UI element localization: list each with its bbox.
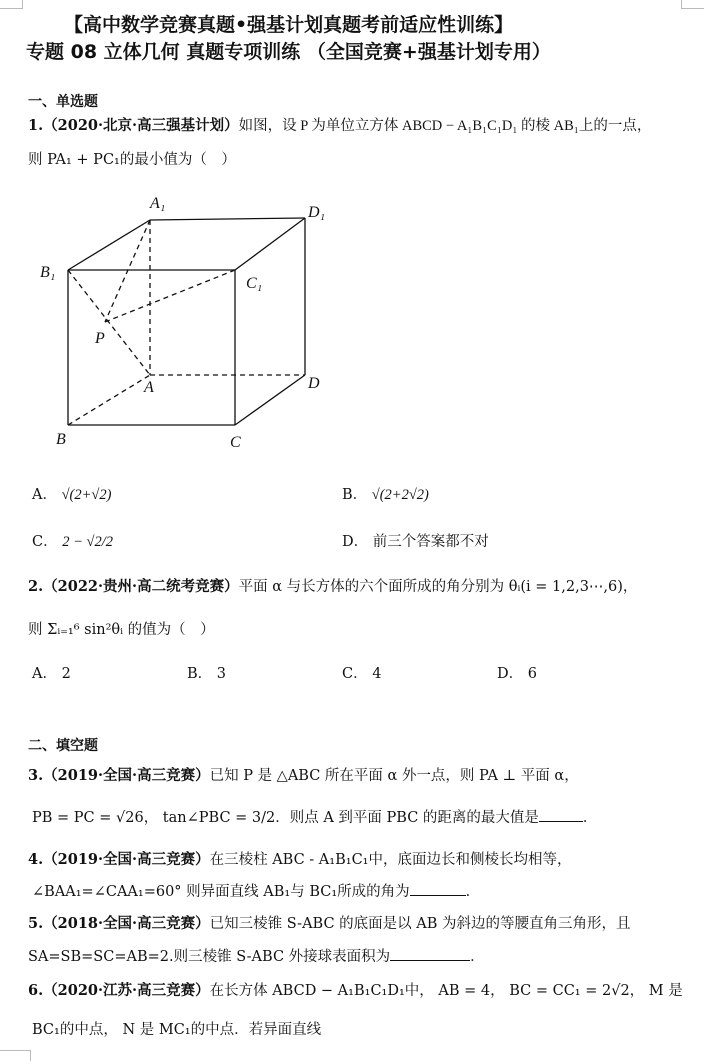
edge-BA: [68, 375, 150, 425]
question-text: ∠BAA₁=∠CAA₁=60° 则异面直线 AB₁与 BC₁所成的角为: [32, 884, 410, 900]
question-text: 在长方体 ABCD − A₁B₁C₁D₁中， AB = 4， BC = CC₁ = 2√2， M 是: [209, 983, 683, 999]
punctuation: ．: [465, 884, 481, 900]
edge-A1D1: [150, 218, 305, 220]
label-A: A: [144, 379, 154, 396]
label-D: D: [308, 375, 320, 392]
answer-blank: [390, 946, 470, 961]
section-heading-fill-blank: 二、填空题: [28, 738, 98, 754]
label-P: P: [95, 330, 105, 347]
question-text: 已知三棱锥 S-ABC 的底面是以 AB 为斜边的等腰直角三角形，且: [209, 916, 631, 932]
option-a: A． 2: [32, 666, 71, 682]
option-b: B． 3: [187, 666, 226, 682]
doc-subtitle: 专题 08 立体几何 真题专项训练 （全国竞赛+强基计划专用）: [26, 41, 551, 63]
punctuation: ．: [470, 949, 485, 965]
question-number: 1.: [28, 117, 44, 134]
page-corner-mark: [0, 0, 23, 9]
label-B: B: [56, 431, 66, 448]
question-source: （2020·北京·高三强基计划）: [43, 117, 239, 134]
question-text: SA=SB=SC=AB=2.则三棱锥 S-ABC 外接球表面积为: [28, 949, 391, 965]
option-c: C． 4: [342, 666, 382, 682]
question-text: 已知 P 是 △ABC 所在平面 α 外一点，则 PA ⊥ 平面 α，: [209, 768, 579, 784]
question-text: 则 Σᵢ₌₁⁶ sin²θᵢ 的值为（ ）: [28, 622, 215, 638]
label-C: C: [230, 434, 241, 451]
answer-blank: [410, 881, 466, 896]
page-corner-mark: [0, 1050, 31, 1061]
question-text: PB = PC = √26， tan∠PBC = 3/2．则点 A 到平面 PBC 的距离的最大值是: [32, 810, 539, 826]
label-D1: D₁: [308, 204, 326, 221]
question-source: （2018·全国·高三竞赛）: [43, 915, 210, 932]
question-text: 如图，设 P 为单位立方体 ABCD − A₁B₁C₁D₁ 的棱 AB₁上的一点，: [238, 118, 652, 134]
question-number: 4.: [28, 851, 44, 868]
option-b: B． √(2+2√2): [342, 487, 429, 503]
question-source: （2022·贵州·高二统考竞赛）: [43, 578, 239, 595]
cube-figure: [30, 185, 350, 455]
question-number: 6.: [28, 982, 44, 999]
label-B1: B₁: [40, 264, 56, 281]
question-source: （2019·全国·高三竞赛）: [43, 851, 210, 868]
section-heading-single-choice: 一、单选题: [28, 94, 98, 110]
question-number: 3.: [28, 767, 44, 784]
question-text: 则 PA₁ + PC₁的最小值为（ ）: [28, 152, 236, 168]
punctuation: ．: [582, 810, 598, 826]
label-C1: C₁: [246, 275, 263, 292]
question-number: 5.: [28, 915, 44, 932]
label-A1: A₁: [150, 195, 166, 212]
option-a: A． √(2+√2): [32, 487, 112, 503]
question-text: BC₁的中点， N 是 MC₁的中点．若异面直线: [32, 1022, 322, 1038]
question-text: 平面 α 与长方体的六个面所成的角分别为 θᵢ(i = 1,2,3⋯,6)，: [238, 579, 638, 595]
segment-B1A: [68, 270, 150, 375]
question-source: （2019·全国·高三竞赛）: [43, 767, 210, 784]
bottom-fade-overlay: [330, 1010, 704, 1061]
answer-blank: [539, 807, 583, 822]
question-text: 在三棱柱 ABC - A₁B₁C₁中，底面边长和侧棱长均相等，: [209, 852, 572, 868]
question-source: （2020·江苏·高三竞赛）: [43, 982, 210, 999]
question-number: 2.: [28, 578, 44, 595]
edge-B1A1: [68, 220, 150, 270]
option-c: C． 2 − √2/2: [32, 534, 113, 550]
segment-A1P: [105, 220, 150, 322]
edge-CD: [235, 375, 305, 425]
option-d: D． 6: [497, 666, 537, 682]
page-corner-mark: [681, 0, 704, 9]
doc-title: 【高中数学竞赛真题•强基计划真题考前适应性训练】: [64, 14, 514, 36]
edge-D1C1: [235, 218, 305, 270]
option-d: D． 前三个答案都不对: [342, 534, 489, 550]
